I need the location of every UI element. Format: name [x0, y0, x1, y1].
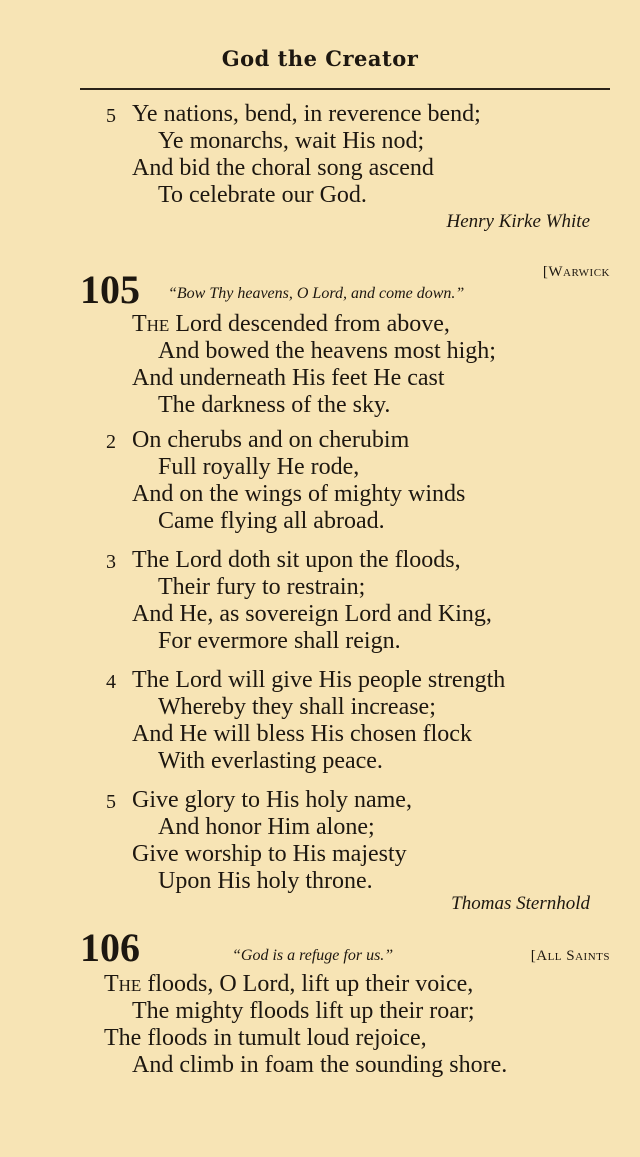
verse-line: To celebrate our God. [158, 182, 367, 208]
hymn-number: 105 [80, 267, 140, 312]
verse-line: Their fury to restrain; [158, 574, 366, 600]
verse-line: And underneath His feet He cast [132, 365, 445, 391]
epigraph: “God is a refuge for us.” [232, 947, 394, 964]
header-rule [80, 88, 610, 90]
verse-line: Give glory to His holy name, [132, 787, 412, 813]
verse-line [132, 310, 450, 338]
verse-line: On cherubs and on cherubim [132, 427, 410, 453]
verse-line: The mighty floods lift up their roar; [132, 998, 475, 1024]
verse-line: The floods in tumult loud rejoice, [104, 1025, 427, 1051]
verse-line: And bid the choral song ascend [132, 155, 434, 181]
stanza-number: 3 [106, 551, 116, 573]
verse-line: For evermore shall reign. [158, 628, 401, 654]
author-credit: Thomas Sternhold [451, 893, 590, 914]
hymn-number: 106 [80, 925, 140, 970]
tune-name: [Warwick [542, 264, 610, 280]
verse-line-rest: Lord descended from above, [169, 311, 450, 337]
verse-line [104, 970, 473, 998]
verse-line: And on the wings of mighty winds [132, 481, 466, 507]
verse-line: And He will bless His chosen flock [132, 721, 472, 747]
verse-line: Ye monarchs, wait His nod; [158, 128, 425, 154]
stanza-number: 2 [106, 431, 116, 453]
verse-line: Came flying all abroad. [158, 508, 385, 534]
verse-line: Whereby they shall increase; [158, 694, 436, 720]
stanza-number: 5 [106, 791, 116, 813]
verse-line: Full royally He rode, [158, 454, 360, 480]
stanza-number: 5 [106, 105, 116, 127]
verse-line: And climb in foam the sounding shore. [132, 1052, 508, 1078]
author-credit: Henry Kirke White [446, 211, 590, 232]
verse-line: And bowed the heavens most high; [158, 338, 496, 364]
verse-line: And He, as sovereign Lord and King, [132, 601, 492, 627]
epigraph: “Bow Thy heavens, O Lord, and come down.” [168, 285, 465, 302]
first-word: The [104, 971, 142, 997]
verse-line: The darkness of the sky. [158, 392, 391, 418]
verse-line: And honor Him alone; [158, 814, 375, 840]
tune-name: [All Saints [530, 948, 610, 964]
verse-line: The Lord doth sit upon the floods, [132, 547, 461, 573]
first-word: The [132, 311, 170, 337]
verse-line: Give worship to His majesty [132, 841, 407, 867]
verse-line: Ye nations, bend, in reverence bend; [132, 101, 481, 127]
verse-line-rest: floods, O Lord, lift up their voice, [141, 971, 474, 997]
page-header: God the Creator [221, 46, 419, 71]
verse-line: The Lord will give His people strength [132, 667, 506, 693]
verse-line: Upon His holy throne. [158, 868, 373, 894]
verse-line: With everlasting peace. [158, 748, 383, 774]
stanza-number: 4 [106, 671, 116, 693]
